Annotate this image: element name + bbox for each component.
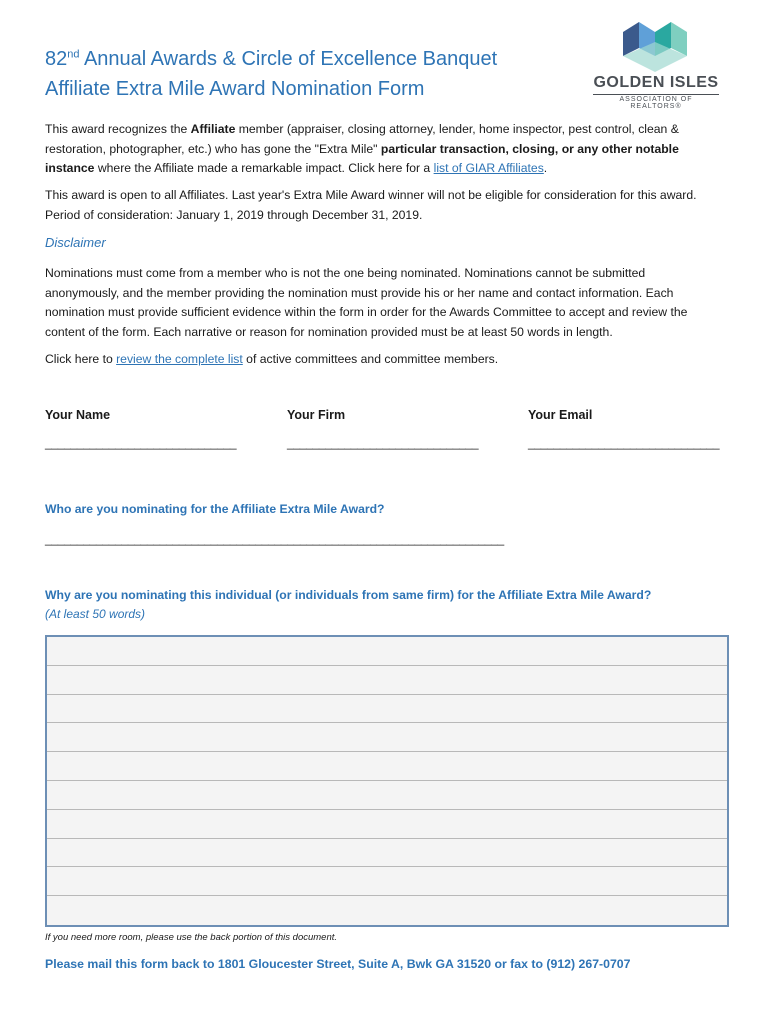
answer-line[interactable] — [47, 723, 727, 752]
house-mark-icon — [593, 18, 723, 74]
your-name-field[interactable]: ______________________________ — [45, 436, 237, 450]
nominee-question: Who are you nominating for the Affiliate Extra Mile Award? — [45, 502, 385, 516]
reason-textarea[interactable] — [45, 635, 729, 927]
intro-paragraph: This award recognizes the Affiliate member (appraiser, closing attorney, lender, home inspector, pest control, clean & restoration, photographer, etc.) who has gone the "Extra Mile" particular transaction, closing, or any other notable instance where the Affiliate made a remarkable impact. Click here for a list of GIAR Affiliates. — [45, 122, 679, 175]
logo-name: GOLDEN ISLES — [593, 74, 719, 91]
your-email-field[interactable]: ______________________________ — [528, 436, 720, 450]
answer-line[interactable] — [47, 781, 727, 810]
eligibility-paragraph: This award is open to all Affiliates. Last year's Extra Mile Award winner will not be eligible for consideration for this award. Period of consideration: January 1, 2019 through December 31, 2019. — [45, 188, 697, 222]
your-name-label: Your Name — [45, 408, 111, 422]
your-firm-field[interactable]: ______________________________ — [287, 436, 479, 450]
nominee-field[interactable]: ________________________________________________________________________ — [45, 532, 504, 546]
disclaimer-text: Nominations must come from a member who is not the one being nominated. Nominations cannot be submitted anonymously, and the member providing the nomination must provide his or her name and contact information. Each nomination must provide sufficient evidence within the form in order for the Awards Committee to accept and review the content of the form. Each narrative or reason for nomination provided must be at least 50 words in length. — [45, 266, 688, 339]
more-room-note: If you need more room, please use the back portion of this document. — [45, 932, 338, 943]
committee-paragraph: Click here to review the complete list of active committees and committee members. — [45, 352, 499, 366]
reason-question: Why are you nominating this individual (or individuals from same firm) for the Affiliate Extra Mile Award? — [45, 588, 652, 602]
page-title: 82nd Annual Awards & Circle of Excellence Banquet — [45, 48, 498, 70]
answer-line[interactable] — [47, 839, 727, 868]
answer-line[interactable] — [47, 867, 727, 896]
answer-line[interactable] — [47, 752, 727, 781]
answer-line[interactable] — [47, 896, 727, 925]
golden-isles-logo — [593, 18, 723, 108]
answer-line[interactable] — [47, 666, 727, 695]
form-subtitle: Affiliate Extra Mile Award Nomination Form — [45, 78, 425, 100]
answer-line[interactable] — [47, 810, 727, 839]
disclaimer-heading: Disclaimer — [45, 235, 106, 250]
reason-hint: (At least 50 words) — [45, 607, 146, 621]
logo-tagline: ASSOCIATION OF REALTORS® — [593, 94, 719, 110]
committee-list-link[interactable]: review the complete list — [116, 352, 243, 366]
mailing-instructions: Please mail this form back to 1801 Gloucester Street, Suite A, Bwk GA 31520 or fax to (912) 267-0707 — [45, 957, 631, 971]
your-firm-label: Your Firm — [287, 408, 346, 422]
answer-line[interactable] — [47, 637, 727, 666]
your-email-label: Your Email — [528, 408, 593, 422]
answer-line[interactable] — [47, 695, 727, 724]
affiliates-list-link[interactable]: list of GIAR Affiliates — [433, 161, 544, 175]
